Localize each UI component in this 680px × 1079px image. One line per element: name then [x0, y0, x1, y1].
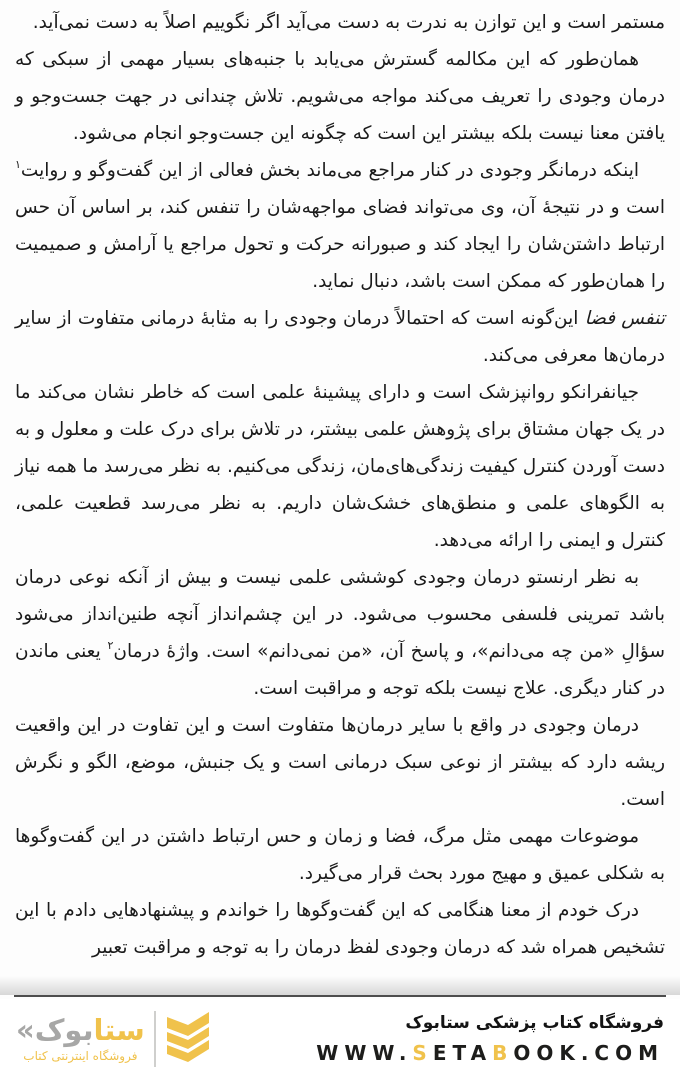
text-segment: ۱: [15, 158, 21, 171]
website-url: [316, 1041, 664, 1065]
url-segment: B: [492, 1041, 514, 1065]
text-segment: ۲: [107, 639, 114, 652]
url-segment: ETA: [432, 1041, 493, 1065]
url-segment: WWW.: [316, 1041, 413, 1065]
text-segment: است و در نتیجهٔ آن، وی می‌تواند فضای مواجهه‌شان را تنفس کند، بر اساس آن حس ارتباط داشتن‌شان را ایجاد کند و صبورانه حرکت و تحول مراجع یا آرامش و صمیمیت را همان‌طور که ممکن است باشد، دنبال نماید.: [15, 197, 665, 292]
text-segment: جیانفرانکو روانپزشک است و دارای پیشینهٔ علمی است که خاطر نشان می‌کند ما در یک جهان مشتاق برای پژوهش علمی بیشتر، در تلاش برای درک علت و معلول و به دست آوردن کنترل کیفیت زندگی‌های‌مان، زندگی می‌کنیم. به نظر می‌رسد ما همه نیاز به الگوهای علمی و منطق‌های خشک‌شان داریم. به نظر می‌رسد قطعیت علمی، کنترل و ایمنی را ارائه می‌دهد.: [15, 382, 665, 551]
logo-separator: [154, 1011, 156, 1067]
text-segment: موضوعات مهمی مثل مرگ، فضا و زمان و حس ارتباط داشتن در این گفت‌وگوها به شکلی عمیق و مهیج مورد بحث قرار می‌گیرد.: [15, 826, 665, 884]
url-segment: OOK.COM: [513, 1041, 664, 1065]
paragraph: [15, 41, 665, 152]
logo-text: [16, 1015, 145, 1063]
paragraph: [15, 4, 665, 41]
text-segment: درمان وجودی در واقع با سایر درمان‌ها متفاوت است و این تفاوت در این واقعیت ریشه دارد که بیشتر از نوعی سبک درمانی است و یک جنبش، موضع، الگو و نگرش است.: [15, 715, 665, 810]
paragraph: [15, 707, 665, 818]
text-segment: درک خودم از معنا هنگامی که این گفت‌وگوها را خواندم و پیشنهادهایی دادم با این تشخیص همراه شد که درمان وجودی لفظ درمان را به توجه و مراقبت تعبیر: [15, 900, 665, 958]
text-segment: اینکه درمانگر وجودی در کنار مراجع می‌ماند بخش فعالی از این گفت‌وگو و روایت: [20, 160, 639, 181]
store-title: فروشگاه کتاب پزشکی ستابوک: [405, 1013, 664, 1033]
page-bottom-shadow: [0, 976, 680, 995]
text-segment: مستمر است و این توازن به ندرت به دست می‌آید اگر نگوییم اصلاً به دست نمی‌آید.: [32, 12, 665, 33]
footer-divider: [14, 995, 666, 997]
url-segment: S: [412, 1041, 433, 1065]
footer-brand-text: [316, 1013, 664, 1065]
text-segment: یعنی ماندن در کنار دیگری. علاج نیست بلکه توجه و مراقبت است.: [15, 641, 665, 699]
footer: [0, 999, 680, 1079]
paragraph: [15, 892, 665, 966]
logo-wordmark: [16, 1015, 145, 1045]
paragraph: [15, 152, 665, 300]
wordmark-gray-part: بوک: [34, 1013, 94, 1047]
text-segment: همان‌طور که این مکالمه گسترش می‌یابد با جنبه‌های بسیار مهمی از سبکی که درمان وجودی را تعریف می‌کند مواجه می‌شویم. تلاش چندانی در جهت جست‌وجو و یافتن معنا نیست بلکه بیشتر این است که چگونه این جست‌وجو انجام می‌شود.: [15, 49, 665, 144]
logo-tagline: فروشگاه اینترنتی کتاب: [23, 1049, 138, 1063]
text-segment: تنفس فضا: [584, 308, 665, 329]
text-segment: به نظر ارنستو درمان وجودی کوششی علمی نیست و بیش از آنکه نوعی درمان باشد تمرینی فلسفی محسوب می‌شود. در این چشم‌انداز آنچه طنین‌انداز می‌شود سؤالِ «من چه می‌دانم»، و پاسخ آن، «من نمی‌دانم» است. واژهٔ درمان: [15, 567, 665, 662]
paragraph: [15, 559, 665, 707]
paragraph: [15, 818, 665, 892]
chevrons-logo-icon: [165, 1008, 211, 1070]
wordmark-accent-part: ستا: [93, 1013, 145, 1047]
paragraph: [15, 300, 665, 374]
paragraph: [15, 374, 665, 559]
text-segment: این‌گونه است که احتمالاً درمان وجودی را به مثابهٔ درمانی متفاوت از سایر درمان‌ها معرفی می‌کند.: [15, 308, 665, 366]
wordmark-guillemet: «: [16, 1013, 35, 1047]
setabook-logo: [16, 1008, 211, 1070]
